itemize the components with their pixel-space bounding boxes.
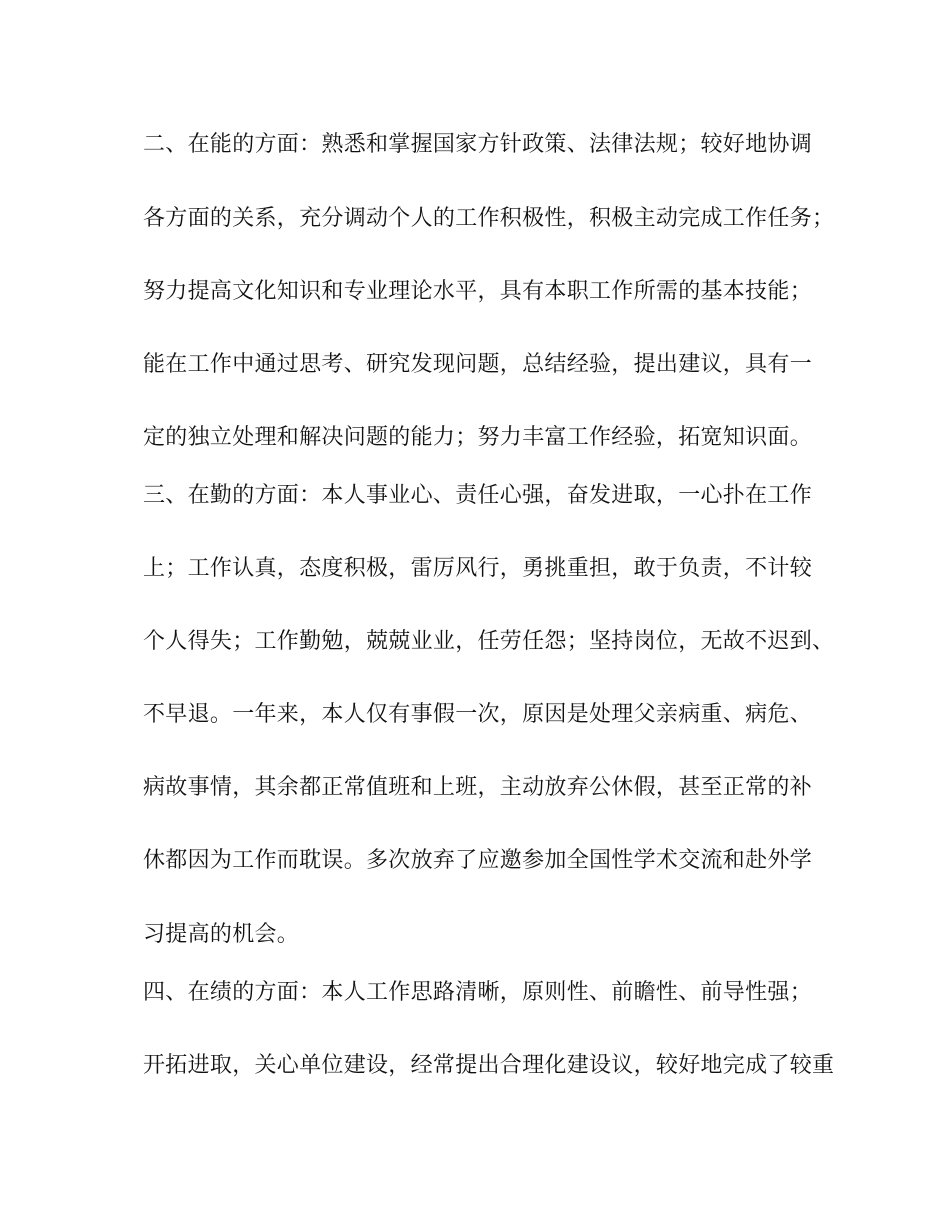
paragraph-3-line-4: 不早退。一年来，本人仅有事假一次，原因是处理父亲病重、病危、 [143,702,813,727]
paragraph-2-line-3: 努力提高文化知识和专业理论水平，具有本职工作所需的基本技能； [143,279,813,304]
paragraph-3-line-7: 习提高的机会。 [143,922,300,947]
paragraph-3-line-1: 三、在勤的方面：本人事业心、责任心强，奋发进取，一心扑在工作 [143,483,813,508]
paragraph-3-line-2: 上；工作认真，态度积极，雷厉风行，勇挑重担，敢于负责，不计较 [143,556,813,581]
paragraph-3-line-5: 病故事情，其余都正常值班和上班，主动放弃公休假，甚至正常的补 [143,775,813,800]
paragraph-2-line-5: 定的独立处理和解决问题的能力；努力丰富工作经验，拓宽知识面。 [143,425,813,450]
paragraph-3-line-3: 个人得失；工作勤勉，兢兢业业，任劳任怨；坚持岗位，无故不迟到、 [143,629,835,654]
paragraph-4-line-1: 四、在绩的方面：本人工作思路清晰，原则性、前瞻性、前导性强； [143,980,813,1005]
paragraph-2-line-1: 二、在能的方面：熟悉和掌握国家方针政策、法律法规；较好地协调 [143,132,813,157]
paragraph-2-line-4: 能在工作中通过思考、研究发现问题，总结经验，提出建议，具有一 [143,352,813,377]
paragraph-4-line-2: 开拓进取，关心单位建设，经常提出合理化建设议，较好地完成了较重 [143,1053,835,1078]
paragraph-3-line-6: 休都因为工作而耽误。多次放弃了应邀参加全国性学术交流和赴外学 [143,848,813,873]
paragraph-2-line-2: 各方面的关系，充分调动个人的工作积极性，积极主动完成工作任务； [143,206,835,231]
